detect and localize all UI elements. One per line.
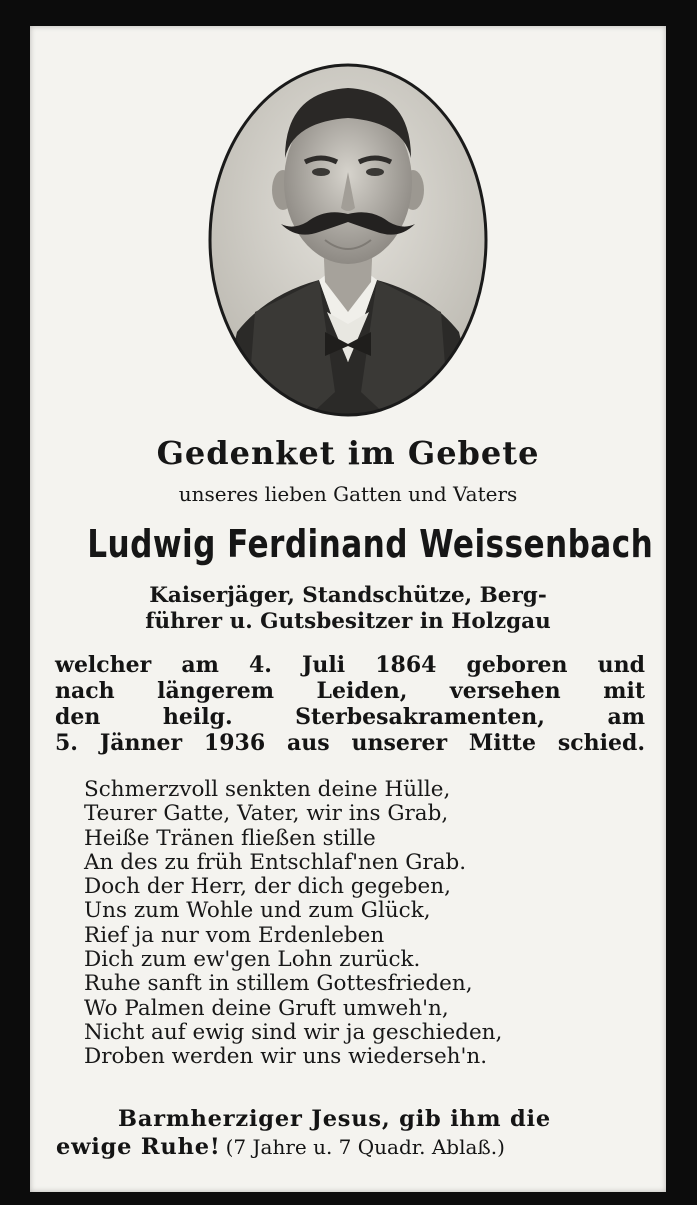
poem-line: Teurer Gatte, Vater, wir ins Grab, [84,801,449,827]
prayer-line: Barmherziger Jesus, gib ihm die [118,1106,551,1132]
poem-line: Schmerzvoll senkten deine Hülle, [84,777,451,802]
poem-line: Dich zum ew'gen Lohn zurück. [84,947,421,973]
poem [84,778,644,1070]
poem-line: Wo Palmen deine Gruft umweh'n, [84,995,449,1021]
card-title: Gedenket im Gebete [156,434,540,472]
poem-line: An des zu früh Entschlaf'nen Grab. [84,849,467,875]
portrait-photo [207,62,489,418]
bio-line: 5. Jänner 1936 aus unserer Mitte schied. [55,730,645,756]
portrait-illustration [207,62,489,418]
prayer-ending: ewige Ruhe! [56,1134,221,1160]
bio-line: nach längerem Leiden, versehen mit [55,678,645,704]
poem-line: Ruhe sanft in stillem Gottesfrieden, [84,971,473,997]
bio-line: welcher am 4. Juli 1864 geboren und [55,652,645,678]
card-subtitle: unseres lieben Gatten und Vaters [178,482,518,506]
poem-line: Rief ja nur vom Erdenleben [84,922,385,948]
bio-line: den heilg. Sterbesakramenten, am [55,704,645,730]
poem-line: Uns zum Wohle und zum Glück, [84,898,431,924]
poem-line: Droben werden wir uns wiederseh'n. [84,1044,488,1070]
occupation-line: Kaiserjäger, Standschütze, Berg- [149,583,547,608]
prayer-line [56,1134,505,1160]
poem-line: Heiße Tränen fließen stille [84,825,376,851]
deceased-name: Ludwig Ferdinand Weissenbach [87,522,654,566]
poem-line: Doch der Herr, der dich gegeben, [84,874,451,900]
occupation-line: führer u. Gutsbesitzer in Holzgau [145,609,551,634]
memorial-card [30,26,666,1192]
indulgence-note: (7 Jahre u. 7 Quadr. Ablaß.) [225,1135,505,1159]
poem-line: Nicht auf ewig sind wir ja geschieden, [84,1019,503,1045]
